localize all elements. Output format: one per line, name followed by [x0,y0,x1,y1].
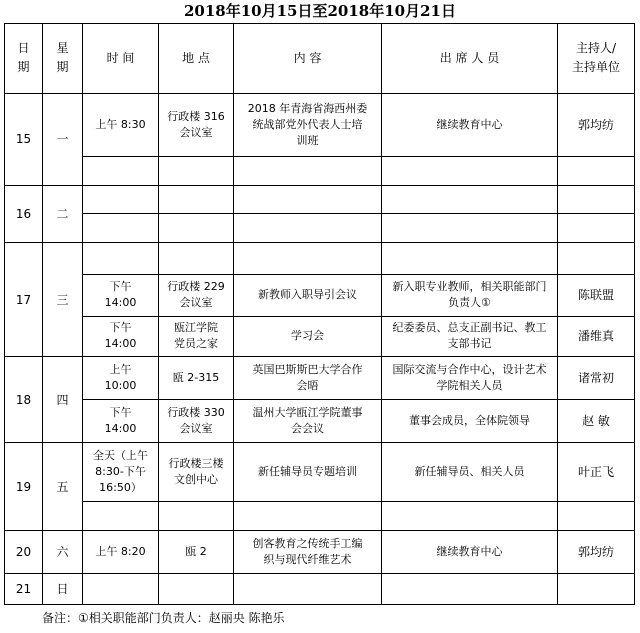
day-date: 19 [5,443,43,531]
event-attendees [382,501,558,531]
event-attendees [382,156,558,185]
event-host: 赵 敏 [558,400,635,443]
event-host: 潘维真 [558,316,635,357]
event-host: 郭均纺 [558,93,635,156]
footnote-text: ①相关职能部门负责人：赵丽央 陈艳乐 [78,611,285,625]
event-host [558,501,635,531]
event-host [558,156,635,185]
header-place: 地 点 [159,24,234,94]
event-content: 新任辅导员专题培训 [234,443,382,501]
header-weekday: 星 期 [43,24,83,94]
event-content: 创客教育之传统手工编 织与现代纤维艺术 [234,531,382,574]
event-place: 行政楼 229 会议室 [159,274,234,316]
day-weekday: 五 [43,443,83,531]
event-row [5,316,635,357]
event-attendees: 继续教育中心 [382,531,558,574]
day-weekday: 一 [43,93,83,185]
event-attendees: 继续教育中心 [382,93,558,156]
event-content: 英国巴斯斯巴大学合作 会晤 [234,357,382,400]
event-host: 叶正飞 [558,443,635,501]
event-place [159,214,234,243]
event-place [159,156,234,185]
event-row [5,443,635,501]
schedule-table [4,23,635,605]
header-row [5,24,635,94]
event-row [5,93,635,156]
footnote [42,609,285,627]
day-date: 18 [5,357,43,443]
footnote-label: 备注： [42,611,79,625]
event-row [5,531,635,574]
event-time [83,185,159,214]
event-content [234,156,382,185]
day-date: 16 [5,185,43,242]
event-host: 诸常初 [558,357,635,400]
event-place [159,242,234,274]
day-date: 15 [5,93,43,185]
event-row [5,274,635,316]
event-attendees: 国际交流与合作中心，设计艺术 学院相关人员 [382,357,558,400]
event-time: 上午 8:20 [83,531,159,574]
event-place [159,501,234,531]
event-time [83,501,159,531]
event-content [234,574,382,605]
event-row [5,185,635,214]
event-content [234,501,382,531]
day-date: 21 [5,574,43,605]
header-host: 主持人/ 主持单位 [558,24,635,94]
event-host: 陈联盟 [558,274,635,316]
header-content: 内 容 [234,24,382,94]
event-attendees [382,574,558,605]
event-row [5,574,635,605]
event-attendees: 董事会成员，全体院领导 [382,400,558,443]
page-title: 2018年10月15日至2018年10月21日 [184,2,456,20]
event-time [83,156,159,185]
day-weekday: 二 [43,185,83,242]
day-date: 17 [5,242,43,357]
event-time: 下午 14:00 [83,400,159,443]
event-time: 上午 10:00 [83,357,159,400]
event-time [83,214,159,243]
event-attendees: 纪委委员、总支正副书记、教工 支部书记 [382,316,558,357]
event-host [558,574,635,605]
event-place: 行政楼三楼 文创中心 [159,443,234,501]
event-content [234,214,382,243]
event-time [83,242,159,274]
event-row [5,357,635,400]
event-attendees [382,214,558,243]
event-row [5,242,635,274]
event-time [83,574,159,605]
event-place: 瓯 2-315 [159,357,234,400]
event-host [558,242,635,274]
header-date: 日 期 [5,24,43,94]
event-content: 新教师入职导引会议 [234,274,382,316]
day-weekday: 三 [43,242,83,357]
event-time: 下午 14:00 [83,316,159,357]
event-attendees: 新任辅导员、相关人员 [382,443,558,501]
event-time: 上午 8:30 [83,93,159,156]
event-row [5,156,635,185]
day-weekday: 四 [43,357,83,443]
event-place [159,185,234,214]
event-place: 行政楼 316 会议室 [159,93,234,156]
event-content [234,185,382,214]
day-date: 20 [5,531,43,574]
event-place: 瓯 2 [159,531,234,574]
event-row [5,214,635,243]
event-row [5,501,635,531]
event-content [234,242,382,274]
day-weekday: 日 [43,574,83,605]
event-content: 温州大学瓯江学院董事 会会议 [234,400,382,443]
event-host: 郭均纺 [558,531,635,574]
event-time: 下午 14:00 [83,274,159,316]
event-attendees [382,242,558,274]
event-host [558,214,635,243]
event-time: 全天（上午 8:30-下午 16:50） [83,443,159,501]
event-place [159,574,234,605]
header-attendees: 出 席 人 员 [382,24,558,94]
event-place: 行政楼 330 会议室 [159,400,234,443]
event-row [5,400,635,443]
event-host [558,185,635,214]
event-place: 瓯江学院 党员之家 [159,316,234,357]
header-time: 时 间 [83,24,159,94]
day-weekday: 六 [43,531,83,574]
event-content: 学习会 [234,316,382,357]
event-attendees: 新入职专业教师，相关职能部门 负责人① [382,274,558,316]
event-content: 2018 年青海省海西州委 统战部党外代表人士培 训班 [234,93,382,156]
event-attendees [382,185,558,214]
